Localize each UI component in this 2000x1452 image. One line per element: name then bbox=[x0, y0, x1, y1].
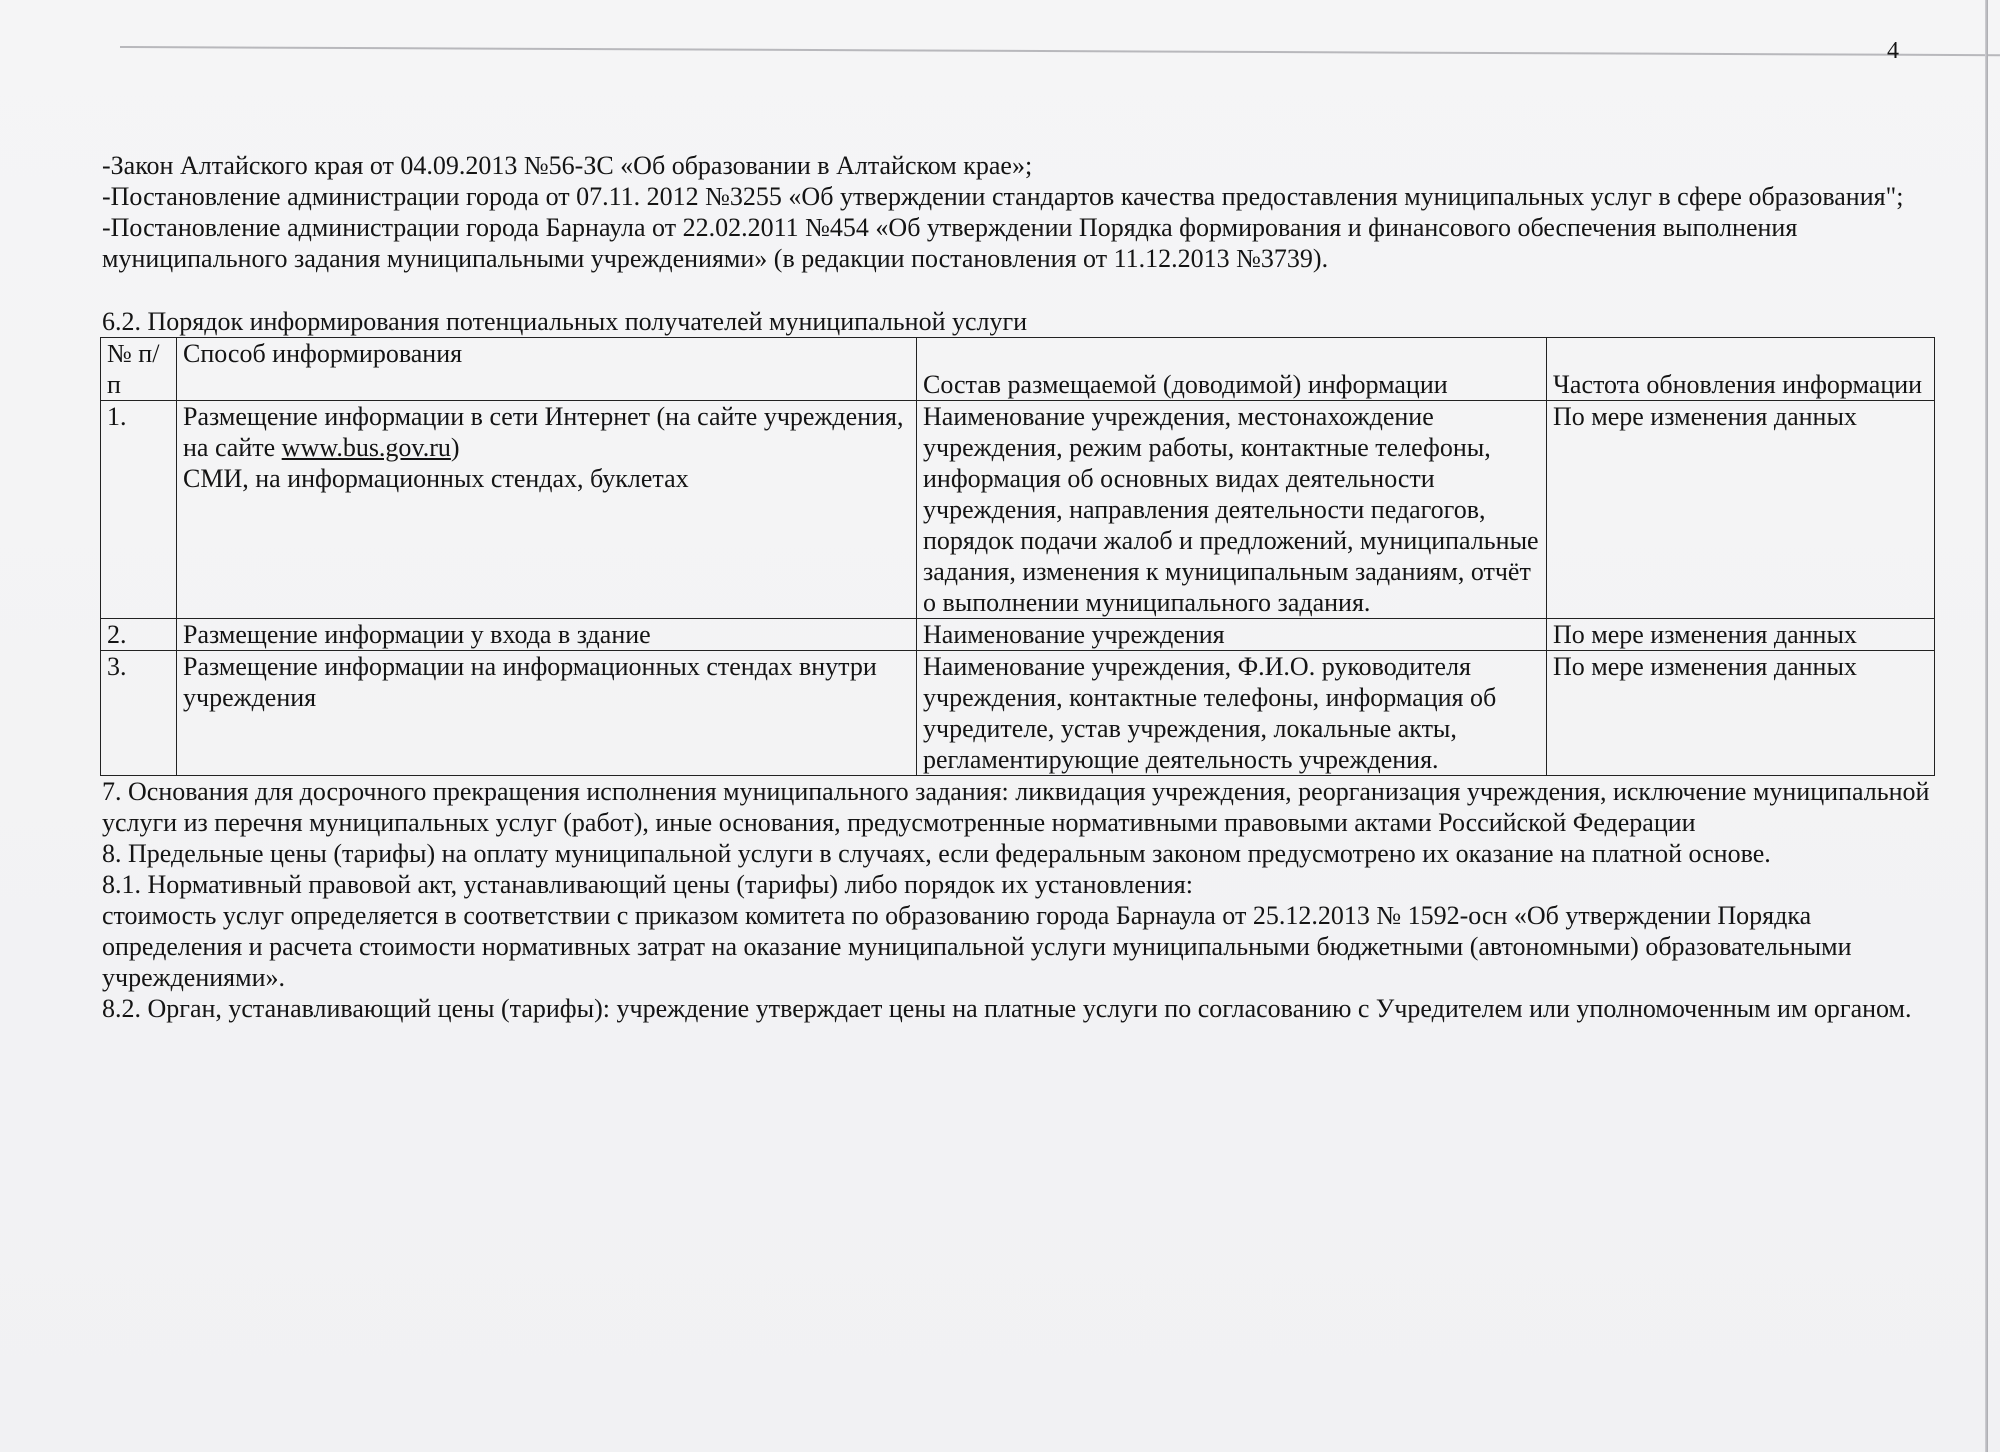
table-row bbox=[101, 619, 1935, 651]
table-header-row bbox=[101, 338, 1935, 401]
information-table bbox=[100, 337, 1935, 776]
page-right-edge bbox=[1985, 0, 1988, 1452]
section-8: 8. Предельные цены (тарифы) на оплату муниципальной услуги в случаях, если федеральным законом предусмотрено их оказание на платной основе. bbox=[102, 839, 1771, 868]
row-number: 3. bbox=[101, 651, 177, 776]
row-method bbox=[177, 401, 917, 619]
table-row bbox=[101, 401, 1935, 619]
row-number: 2. bbox=[101, 619, 177, 651]
section-8-1-text: стоимость услуг определяется в соответствии с приказом комитета по образованию города Барнаула от 25.12.2013 № 1592-осн «Об утверждении Порядка определения и расчета стоимости нормативных затрат на оказание муниципальной услуги муниципальными бюджетными (автономными) образовательными учреждениями». bbox=[102, 901, 1852, 992]
header-content: Состав размещаемой (доводимой) информации bbox=[917, 338, 1547, 401]
header-number: № п/п bbox=[101, 338, 177, 401]
law-item-1: -Закон Алтайского края от 04.09.2013 №56-ЗС «Об образовании в Алтайском крае»; bbox=[102, 151, 1033, 180]
header-frequency: Частота обновления информации bbox=[1547, 338, 1935, 401]
table-row bbox=[101, 651, 1935, 776]
row-content: Наименование учреждения, местонахождение учреждения, режим работы, контактные телефоны, информация об основных видах деятельности учреждения, направления деятельности педагогов, порядок подачи жалоб и предложений, муниципальные задания, изменения к муниципальным заданиям, отчёт о выполнении муниципального задания. bbox=[917, 401, 1547, 619]
section-7: 7. Основания для досрочного прекращения исполнения муниципального задания: ликвидация учреждения, реорганизация учреждения, исключение муниципальной услуги из перечня муниципальных услуг (работ), иные основания, предусмотренные нормативными правовыми актами Российской Федерации bbox=[102, 777, 1930, 837]
bus-gov-link[interactable]: www.bus.gov.ru bbox=[281, 433, 451, 462]
row-frequency: По мере изменения данных bbox=[1547, 401, 1935, 619]
spacer bbox=[102, 290, 1937, 306]
method-text: Размещение информации в сети Интернет (на сайте учреждения, на сайте bbox=[183, 402, 904, 462]
row-method: Размещение информации у входа в здание bbox=[177, 619, 917, 651]
law-item-2: -Постановление администрации города от 07.11. 2012 №3255 «Об утверждении стандартов качества предоставления муниципальных услуг в сфере образования"; bbox=[102, 182, 1904, 211]
section-6-2-heading: 6.2. Порядок информирования потенциальных получателей муниципальной услуги bbox=[102, 307, 1028, 336]
row-content: Наименование учреждения, Ф.И.О. руководителя учреждения, контактные телефоны, информация об учредителе, устав учреждения, локальные акты, регламентирующие деятельность учреждения. bbox=[917, 651, 1547, 776]
method-text: СМИ, на информационных стендах, буклетах bbox=[183, 464, 689, 493]
row-content: Наименование учреждения bbox=[917, 619, 1547, 651]
document-body bbox=[102, 150, 1937, 1024]
law-item-3: -Постановление администрации города Барнаула от 22.02.2011 №454 «Об утверждении Порядка формирования и финансового обеспечения выполнения муниципального задания муниципальными учреждениями» (в редакции постановления от 11.12.2013 №3739). bbox=[102, 213, 1798, 273]
section-8-1-heading: 8.1. Нормативный правовой акт, устанавливающий цены (тарифы) либо порядок их установления: bbox=[102, 870, 1193, 899]
row-number: 1. bbox=[101, 401, 177, 619]
page-top-edge bbox=[120, 46, 2000, 56]
row-method: Размещение информации на информационных стендах внутри учреждения bbox=[177, 651, 917, 776]
page-number: 4 bbox=[1887, 38, 1899, 64]
method-text: ) bbox=[450, 433, 460, 462]
row-frequency: По мере изменения данных bbox=[1547, 619, 1935, 651]
header-method: Способ информирования bbox=[177, 338, 917, 401]
spacer bbox=[102, 274, 1937, 290]
row-frequency: По мере изменения данных bbox=[1547, 651, 1935, 776]
section-8-2: 8.2. Орган, устанавливающий цены (тарифы): учреждение утверждает цены на платные услуги по согласованию с Учредителем или уполномоченным им органом. bbox=[102, 994, 1912, 1023]
